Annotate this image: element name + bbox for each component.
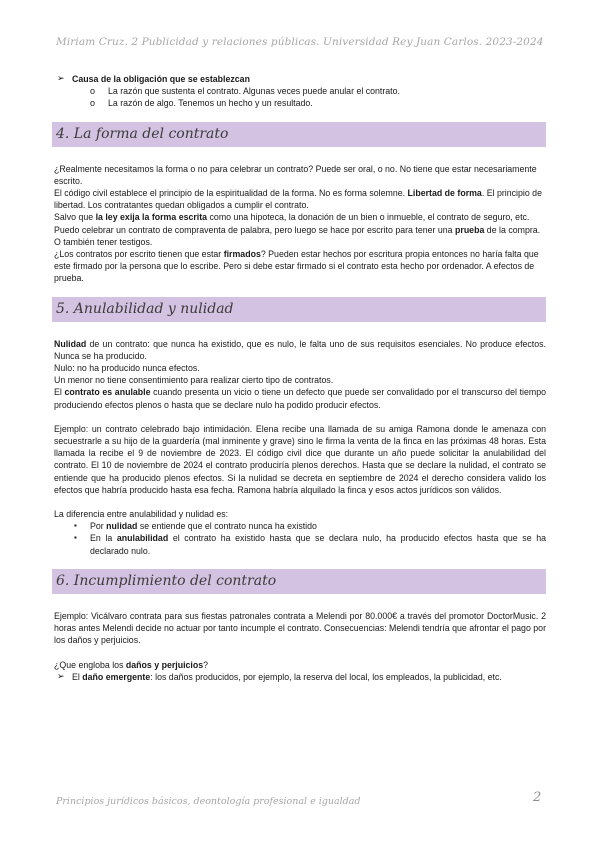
paragraph: El contrato es anulable cuando presenta un vicio o tiene un defecto que puede ser convalidado por el transcurso del tiempo produciendo efectos plenos o hasta que se declare nulo ha podido producir efectos. xyxy=(54,387,546,410)
paragraph: ¿Los contratos por escrito tienen que estar firmados? Pueden estar hechos por escritura propia entonces no haría falta que este firmado por la persona que lo escribe. Pero si debe estar firmado si el contrato esta hecho por ordenador. A efectos de prueba. xyxy=(54,249,539,284)
document-body xyxy=(54,73,546,683)
section-heading-incumplimiento: 6. Incumplimiento del contrato xyxy=(52,569,546,594)
list-item: ▪ En la anulabilidad el contrato ha existido hasta que se declara nulo, ha producido efectos hasta que se ha declarado nulo. xyxy=(74,533,546,556)
paragraph: El código civil establece el principio de la espiritualidad de la forma. No es forma solemne. Libertad de forma. El principio de libertad. Los contratantes quedan obligados a cumplir el contrato. xyxy=(54,188,542,211)
list-item-label: Causa de la obligación que se establezcan xyxy=(72,74,250,84)
paragraph: La diferencia entre anulabilidad y nulidad es: xyxy=(54,509,229,520)
square-bullet-icon: ▪ xyxy=(74,521,77,531)
square-bullet-icon: ▪ xyxy=(74,533,77,543)
circle-bullet-icon: o xyxy=(90,86,96,97)
arrow-bullet-icon: ➢ xyxy=(57,670,65,681)
arrow-bullet-icon: ➢ xyxy=(57,73,65,83)
paragraph: Salvo que la ley exija la forma escrita como una hipoteca, la donación de un bien o inmueble, el contrato de seguro, etc. Puedo celebrar un contrato de compraventa de palabra, pero luego se hace por escrito para tener una prueba de la compra. O también tener testigos. xyxy=(54,212,541,247)
page-number: 2 xyxy=(533,790,542,805)
sub-list-item: o La razón de algo. Tenemos un hecho y un resultado. xyxy=(90,98,313,109)
page-footer: Principios jurídicos básicos, deontología profesional e igualdad xyxy=(56,796,361,807)
paragraph: ¿Que engloba los daños y perjuicios? xyxy=(54,659,209,670)
sub-list xyxy=(90,85,546,109)
paragraph: Un menor no tiene consentimiento para realizar cierto tipo de contratos. xyxy=(54,375,334,386)
page-header: Miriam Cruz. 2 Publicidad y relaciones públicas. Universidad Rey Juan Carlos. 2023-2024 xyxy=(56,36,544,48)
list-item xyxy=(54,73,546,85)
difference-list xyxy=(72,520,546,557)
circle-bullet-icon: o xyxy=(90,98,96,109)
example-paragraph: Ejemplo: Vicálvaro contrata para sus fiestas patronales contrata a Melendi por 80.000€ a través del promotor DoctorMusic. 2 horas antes Melendi decide no actuar por tanto incumple el contrato. Consecuencias: Melendi tendría que afrontar el pago por los daños y perjuicios. xyxy=(54,610,546,646)
list-item: ➢ El daño emergente: los daños producidos, por ejemplo, la reserva del local, los empleados, la publicidad, etc. xyxy=(57,670,502,682)
example-paragraph: Ejemplo: un contrato celebrado bajo intimidación. Elena recibe una llamada de su amiga Ramona donde le amenaza con secuestrarle a su hijo de la guardería (mal inminente y grave) sino le firma la venta de la finca en las próximas 48 horas. Esta llamada la recibe el 9 de noviembre de 2023. El código civil dice que durante un año puede solicitar la anulabilidad del contrato. El 10 de noviembre de 2024 el contrato produciría plenos derechos. Hasta que se declare la nulidad, el contrato se entiende que ha producido plenos efectos. Si la nulidad se decreta en septiembre de 2024 el derecho considera valido los efectos que habría producido hasta esa fecha. Ramona habría alquilado la finca y esos actos jurídicos son válidos. xyxy=(54,423,546,495)
paragraph: Nulidad de un contrato: que nunca ha existido, que es nulo, le falta uno de sus requisitos esenciales. No produce efectos. Nunca se ha producido. xyxy=(54,338,546,361)
section-heading-forma: 4. La forma del contrato xyxy=(52,122,546,147)
paragraph: ¿Realmente necesitamos la forma o no para celebrar un contrato? Puede ser oral, o no. No tiene que estar necesariamente escrito. xyxy=(54,163,537,186)
paragraph: Nulo: no ha producido nunca efectos. xyxy=(54,363,200,374)
sub-list-item: o La razón que sustenta el contrato. Algunas veces puede anular el contrato. xyxy=(90,86,400,97)
list-item: ▪ Por nulidad se entiende que el contrato nunca ha existido xyxy=(74,521,317,532)
section-heading-anulabilidad: 5. Anulabilidad y nulidad xyxy=(52,297,546,322)
